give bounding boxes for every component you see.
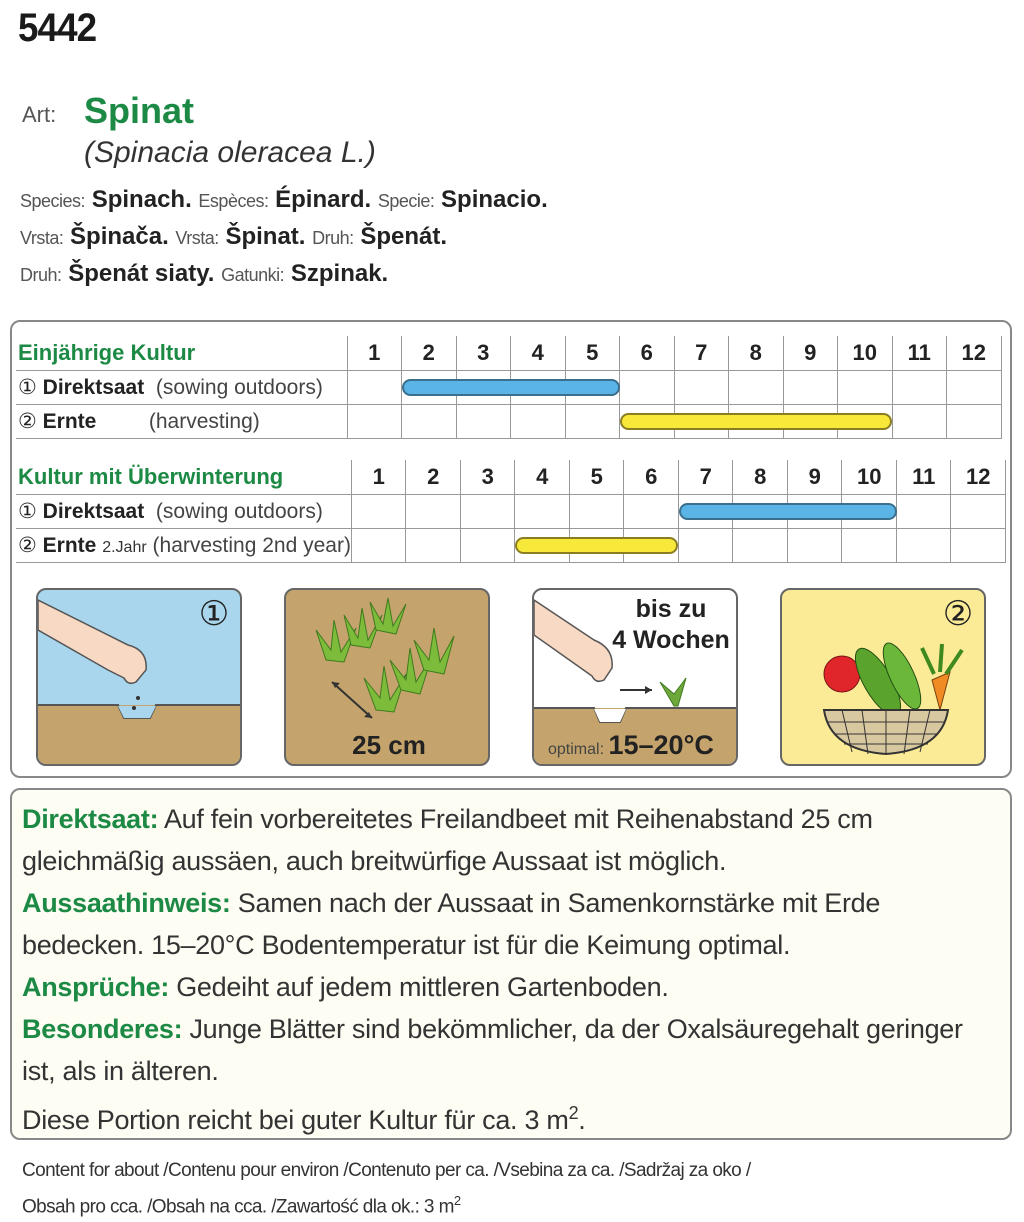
month-cell: 7 — [678, 460, 733, 494]
month-cell: 10 — [842, 460, 897, 494]
row-translation: (sowing outdoors) — [155, 499, 323, 523]
row-title: Ernte — [42, 409, 97, 433]
instruction-key: Ansprüche: — [22, 972, 170, 1002]
calendar-table-annual — [16, 336, 1002, 439]
month-cell: 6 — [620, 336, 675, 370]
instruction-ansprueche — [22, 966, 1000, 1008]
portion-note — [22, 1092, 1000, 1141]
instruction-text: Junge Blätter sind bekömmlicher, da der Oxalsäuregehalt geringer ist, als in älteren. — [22, 1014, 963, 1086]
instruction-text: Auf fein vorbereitetes Freilandbeet mit Reihenabstand 25 cm gleichmäßig aussäen, auch breitwürfige Aussaat ist möglich. — [22, 804, 873, 876]
species-translations — [20, 182, 720, 293]
calendar-header-row — [16, 460, 1005, 494]
duration-line-2: 4 Wochen — [612, 626, 730, 654]
harvest-pictogram — [780, 588, 986, 766]
art-label: Art: — [22, 102, 57, 127]
row-label — [16, 494, 351, 528]
instruction-text: Samen nach der Aussaat in Samenkornstärke mit Erde bedecken. 15–20°C Bodentemperatur ist für die Keimung optimal. — [22, 888, 881, 960]
temperature-value: 15–20°C — [608, 730, 714, 760]
step-marker: ① — [18, 375, 37, 399]
instruction-key: Besonderes: — [22, 1014, 183, 1044]
row-translation: (sowing outdoors) — [155, 375, 323, 399]
calendar-row-sowing — [16, 494, 1005, 528]
step-number: ② — [942, 595, 974, 633]
harvest-period-bar — [515, 537, 678, 554]
month-cell: 5 — [569, 460, 624, 494]
sowing-period-bar — [679, 503, 897, 520]
month-cell: 5 — [565, 336, 620, 370]
instruction-key: Aussaathinweis: — [22, 888, 231, 918]
species-label: Vrsta: — [20, 228, 64, 248]
instruction-key: Direktsaat: — [22, 804, 159, 834]
species-label: Druh: — [20, 265, 62, 285]
month-cell: 4 — [515, 460, 570, 494]
month-cell: 4 — [511, 336, 566, 370]
month-cell: 12 — [947, 336, 1002, 370]
month-cell — [347, 370, 402, 404]
instruction-direktsaat — [22, 798, 1000, 882]
latin-name: (Spinacia oleracea L.) — [84, 136, 376, 169]
month-cell: 1 — [351, 460, 406, 494]
month-cell: 2 — [402, 336, 457, 370]
species-label: Species: — [20, 191, 86, 211]
footer-line-2 — [22, 1186, 751, 1222]
month-cell: 9 — [787, 460, 842, 494]
row-translation: (harvesting 2nd year) — [152, 533, 351, 557]
seedling-rows-icon — [286, 590, 490, 766]
species-value: Épinard. — [275, 186, 372, 213]
month-cell: 10 — [838, 336, 893, 370]
sowing-pictogram — [36, 588, 242, 766]
species-label: Gatunki: — [221, 265, 285, 285]
species-value: Szpinak. — [290, 260, 389, 287]
step-marker: ② — [18, 409, 37, 433]
row-label — [16, 370, 347, 404]
spacing-caption: 25 cm — [352, 730, 426, 760]
species-line-3 — [20, 256, 720, 293]
month-cell: 3 — [460, 460, 515, 494]
row-title: Direktsaat — [42, 499, 145, 523]
species-value: Spinach. — [91, 186, 192, 213]
step-marker: ② — [18, 533, 37, 557]
instruction-text: Gedeiht auf jedem mittleren Gartenboden. — [169, 972, 669, 1002]
month-cell — [678, 494, 733, 528]
section-title: Kultur mit Überwinterung — [16, 460, 351, 494]
month-cell — [402, 370, 457, 404]
duration-line-1: bis zu — [635, 595, 707, 623]
sowing-period-bar — [402, 379, 620, 396]
section-title: Einjährige Kultur — [16, 336, 347, 370]
row-translation: (harvesting) — [148, 409, 260, 433]
germination-pictogram — [532, 588, 738, 766]
row-title: Ernte — [42, 533, 97, 557]
optimal-temperature — [548, 730, 714, 761]
calendar-header-row — [16, 336, 1001, 370]
species-value: Špinača. — [70, 223, 169, 250]
row-label — [16, 404, 347, 438]
instruction-aussaathinweis — [22, 882, 1000, 966]
row-extra: 2.Jahr — [102, 538, 147, 556]
species-label: Druh: — [312, 228, 354, 248]
month-cell: 11 — [892, 336, 947, 370]
month-cell: 3 — [456, 336, 511, 370]
month-cell: 9 — [783, 336, 838, 370]
month-cell: 6 — [624, 460, 679, 494]
month-cell: 2 — [406, 460, 461, 494]
species-value: Špinat. — [225, 223, 306, 250]
month-cell: 11 — [896, 460, 951, 494]
content-coverage-footer — [22, 1156, 751, 1222]
footer-line-1: Content for about /Contenu pour environ /Contenuto per ca. /Vsebina za ca. /Sadržaj za oko / — [22, 1160, 751, 1181]
germination-duration — [606, 594, 736, 656]
species-line-1 — [20, 182, 720, 219]
species-line-2 — [20, 219, 720, 256]
calendar-row-sowing — [16, 370, 1001, 404]
spacing-pictogram — [284, 588, 490, 766]
footer-sup: 2 — [453, 1193, 461, 1208]
row-label — [16, 528, 351, 562]
month-cell — [515, 528, 570, 562]
month-cell: 8 — [733, 460, 788, 494]
portion-text: Diese Portion reicht bei guter Kultur für ca. 3 m — [22, 1105, 569, 1135]
species-label: Vrsta: — [175, 228, 219, 248]
month-cell: 7 — [674, 336, 729, 370]
product-code: 5442 — [18, 6, 97, 50]
row-title: Direktsaat — [42, 375, 145, 399]
species-label: Espèces: — [198, 191, 269, 211]
cultivation-instructions — [10, 788, 1012, 1140]
calendar-row-harvest — [16, 528, 1005, 562]
optimal-label: optimal: — [548, 741, 605, 758]
calendar-table-overwinter — [16, 460, 1006, 563]
step-marker: ① — [18, 499, 37, 523]
portion-end: . — [578, 1105, 586, 1135]
species-value: Špenát. — [360, 223, 448, 250]
month-cell: 1 — [347, 336, 402, 370]
species-label: Specie: — [377, 191, 435, 211]
month-cell: 8 — [729, 336, 784, 370]
calendar-row-harvest — [16, 404, 1001, 438]
month-cell: 12 — [951, 460, 1006, 494]
footer-line-2-text: Obsah pro cca. /Obsah na cca. /Zawartość dla ok.: 3 m — [22, 1196, 454, 1218]
harvest-period-bar — [620, 413, 892, 430]
instruction-besonderes — [22, 1008, 1000, 1092]
species-value: Spinacio. — [441, 186, 548, 213]
species-name: Spinat — [84, 90, 195, 131]
species-value: Špenát siaty. — [68, 260, 215, 287]
portion-sup: 2 — [568, 1103, 579, 1123]
step-number: ① — [198, 595, 230, 633]
month-cell — [620, 404, 675, 438]
